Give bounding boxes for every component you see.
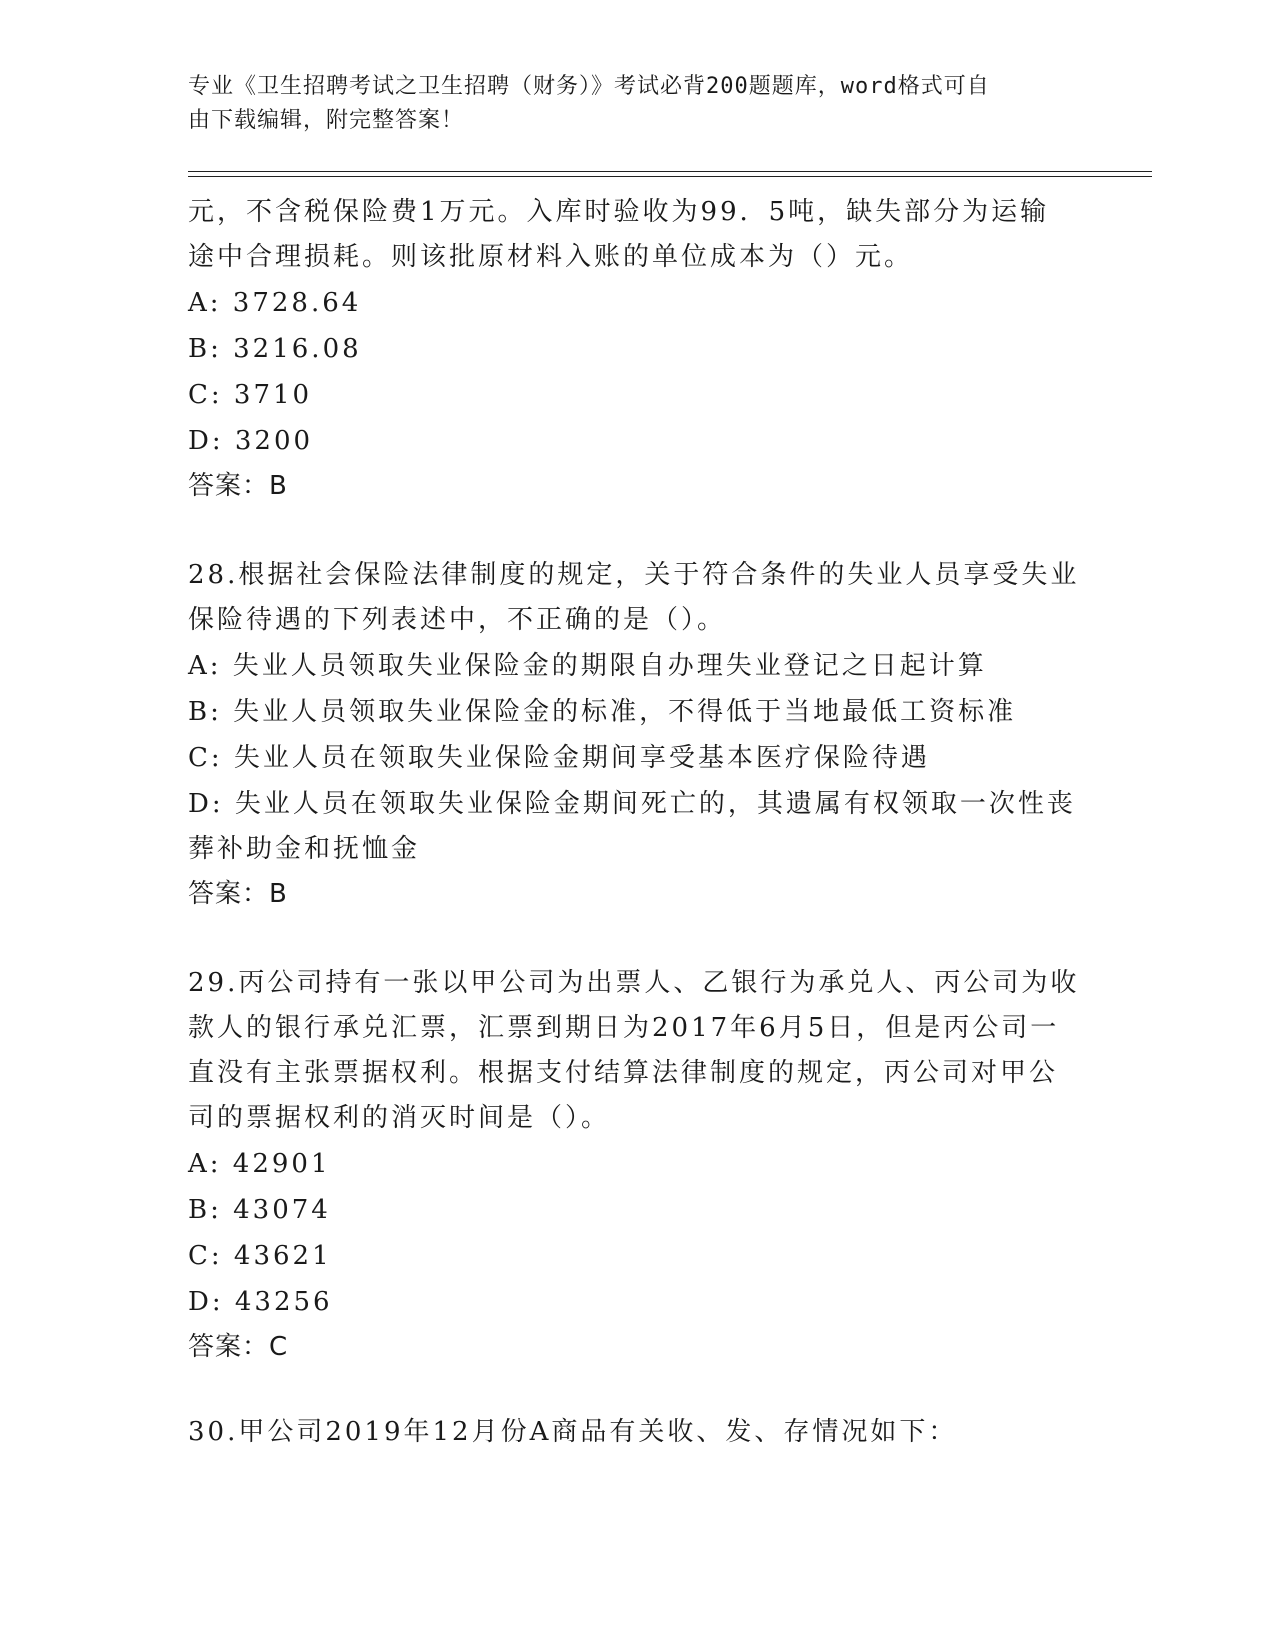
option-a: A: 42901 bbox=[188, 1149, 331, 1179]
option-c: C: 43621 bbox=[188, 1241, 332, 1271]
header-divider-top bbox=[188, 171, 1152, 172]
header-line-2: 由下载编辑，附完整答案！ bbox=[188, 108, 465, 133]
document-header bbox=[188, 70, 1088, 138]
option-b: B: 3216.08 bbox=[188, 334, 362, 364]
question-stem-line: 途中合理损耗。则该批原材料入账的单位成本为（）元。 bbox=[188, 242, 914, 272]
question-30 bbox=[188, 1410, 1088, 1455]
question-stem-line: 直没有主张票据权利。根据支付结算法律制度的规定，丙公司对甲公 bbox=[188, 1058, 1059, 1088]
option-c: C: 失业人员在领取失业保险金期间享受基本医疗保险待遇 bbox=[188, 743, 930, 773]
question-29 bbox=[188, 961, 1088, 1370]
question-stem-line: 28.根据社会保险法律制度的规定，关于符合条件的失业人员享受失业 bbox=[188, 560, 1080, 590]
answer-label: 答案：B bbox=[188, 879, 288, 909]
question-27 bbox=[188, 190, 1088, 509]
header-line-1: 专业《卫生招聘考试之卫生招聘（财务）》考试必背200题题库，word格式可自 bbox=[188, 74, 990, 99]
question-stem-line: 29.丙公司持有一张以甲公司为出票人、乙银行为承兑人、丙公司为收 bbox=[188, 968, 1080, 998]
question-28 bbox=[188, 553, 1088, 917]
option-d-continuation: 葬补助金和抚恤金 bbox=[188, 834, 421, 864]
question-stem-line: 元，不含税保险费1万元。入库时验收为99．5吨，缺失部分为运输 bbox=[188, 197, 1050, 227]
question-stem-line: 保险待遇的下列表述中，不正确的是（）。 bbox=[188, 605, 727, 635]
question-stem-line: 款人的银行承兑汇票，汇票到期日为2017年6月5日，但是丙公司一 bbox=[188, 1013, 1060, 1043]
option-d: D: 43256 bbox=[188, 1287, 333, 1317]
question-stem-line: 30.甲公司2019年12月份A商品有关收、发、存情况如下： bbox=[188, 1417, 958, 1447]
header-divider-bottom bbox=[188, 176, 1152, 177]
option-d: D: 3200 bbox=[188, 426, 314, 456]
option-a: A: 3728.64 bbox=[188, 288, 362, 318]
answer-label: 答案：C bbox=[188, 1332, 289, 1362]
question-stem-line: 司的票据权利的消灭时间是（）。 bbox=[188, 1103, 611, 1133]
answer-label: 答案：B bbox=[188, 471, 288, 501]
option-c: C: 3710 bbox=[188, 380, 313, 410]
option-b: B: 失业人员领取失业保险金的标准，不得低于当地最低工资标准 bbox=[188, 697, 1017, 727]
option-d: D: 失业人员在领取失业保险金期间死亡的，其遗属有权领取一次性丧 bbox=[188, 789, 1076, 819]
question-content bbox=[188, 190, 1088, 1455]
option-a: A: 失业人员领取失业保险金的期限自办理失业登记之日起计算 bbox=[188, 651, 987, 681]
option-b: B: 43074 bbox=[188, 1195, 331, 1225]
